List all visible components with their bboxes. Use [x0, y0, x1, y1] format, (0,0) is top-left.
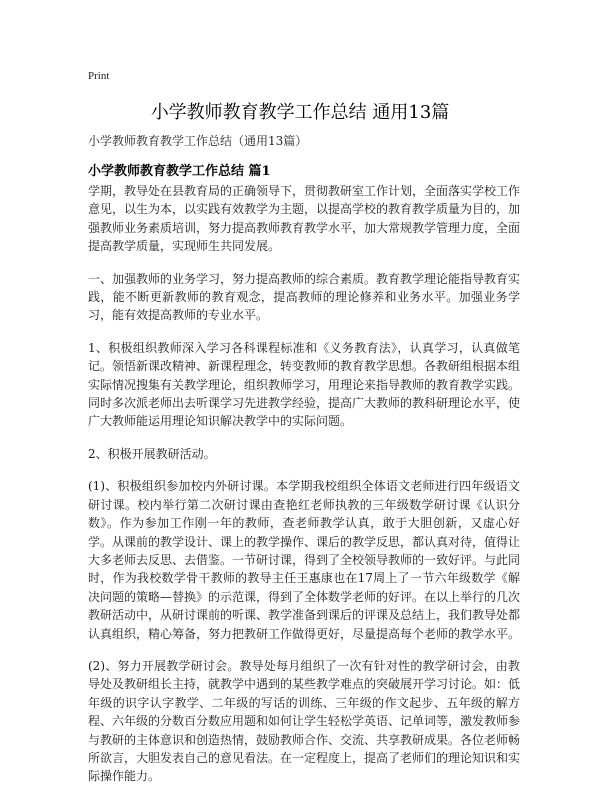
document-subtitle: 小学教师教育教学工作总结（通用13篇）	[88, 134, 308, 148]
print-link[interactable]: Print	[88, 70, 110, 82]
paragraph: (1)、积极组织参加校内外研讨课。本学期我校组织全体语文老师进行四年级语文研讨课。校内举行第二次研讨课由查艳红老师执教的三年级数学研讨课《认识分数》。作为参加工作刚一年的教师，查老师教学认真，敢于大胆创新，又虚心好学。从课前的教学设计、课上的教学操作、课后的教学反思，都认真对待，值得让大多老师去反思、去借鉴。一节研讨课，得到了全校领导教师的一致好评。与此同时，作为我校数学骨干教师的教导主任王惠康也在17周上了一节六年级数学《解决问题的策略—替换》的示范课，得到了全体数学老师的好评。在以上举行的几次教研活动中，从研讨课前的听课、教学准备到课后的评课及总结上，我们教导处都认真组织，精心筹备，努力把教研工作做得更好，尽量提高每个老师的教学水平。	[88, 479, 521, 641]
document-body	[88, 182, 520, 800]
section-heading: 小学教师教育教学工作总结 篇1	[88, 164, 271, 179]
document-title: 小学教师教育教学工作总结 通用13篇	[150, 102, 450, 123]
paragraph: 1、积极组织教师深入学习各科课程标准和《义务教育法》，认真学习，认真做笔记。领悟新课改精神、新课程理念，转变教师的教育教学思想。各教研组根据本组实际情况搜集有关教学理论，组织教师学习，用理论来指导教师的教育教学实践。同时多次派老师出去听课学习先进教学经验，提高广大教师的教科研理论水平，使广大教师能运用理论知识解决教学中的实际问题。	[88, 340, 521, 429]
paragraph: 一、加强教师的业务学习，努力提高教师的综合素质。教育教学理论能指导教育实践，能不断更新教师的教育观念，提高教师的理论修养和业务水平。加强业务学习，能有效提高教师的专业水平。	[88, 271, 521, 323]
paragraph: 学期，教导处在县教育局的正确领导下，贯彻教研室工作计划，全面落实学校工作意见，以生为本，以实践有效教学为主题，以提高学校的教育教学质量为目的，加强教师业务素质培训，努力提高教师教育教学水平，加大常规教学管理力度，全面提高教学质量，实现师生共同发展。	[88, 184, 521, 254]
paragraph: (2)、努力开展教学研讨会。教导处每月组织了一次有针对性的教学研讨会，由教导处及教研组长主持，就教学中遇到的某些教学难点的突破展开学习讨论。如：低年级的识字认字教学、二年级的写话的训练、三年级的作文起步、五年级的解方程、六年级的分数百分数应用题和如何让学生轻松学英语、记单词等，激发教师参与教研的主体意识和创造热情，鼓励教师合作、交流、共享教研成果。各位老师畅所欲言，大胆发表自己的意见看法。在一定程度上，提高了老师们的理论知识和实际操作能力。	[88, 658, 521, 784]
paragraph: 2、积极开展教研活动。	[88, 446, 216, 461]
